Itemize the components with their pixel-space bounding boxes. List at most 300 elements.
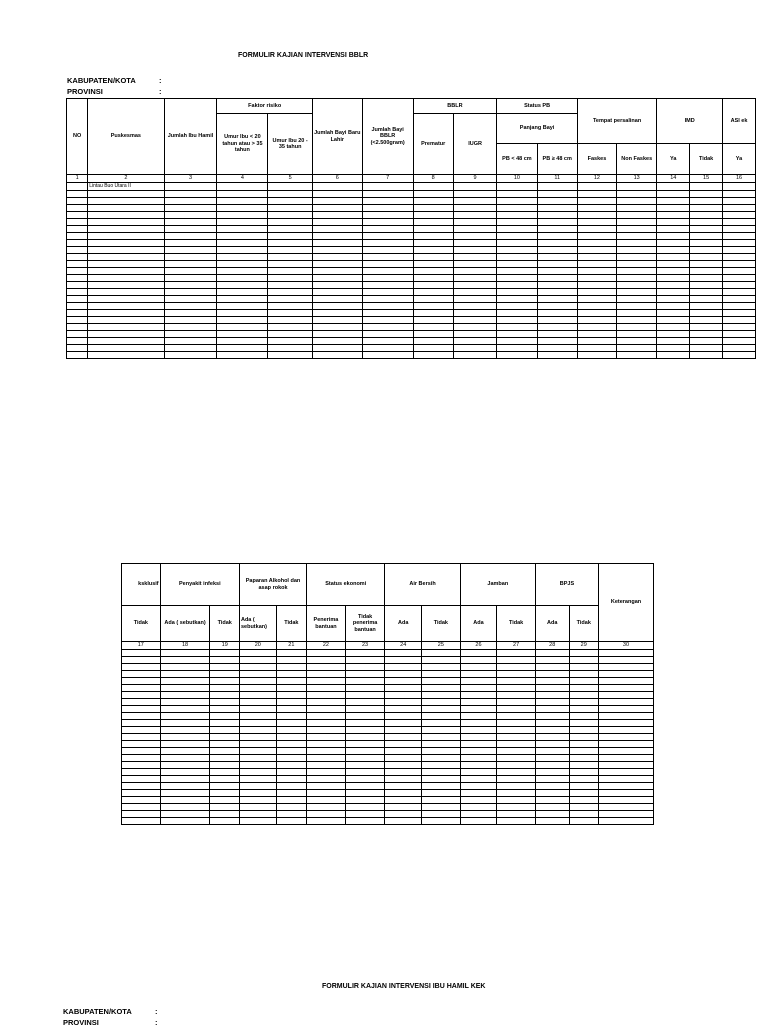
table-cell xyxy=(569,678,598,685)
table-cell xyxy=(497,720,536,727)
table-cell xyxy=(657,330,690,337)
column-number: 11 xyxy=(537,175,577,183)
puskesmas-cell: Lintau Buo Utara II xyxy=(88,183,164,191)
table-cell xyxy=(657,302,690,309)
table-cell xyxy=(690,204,723,211)
table-cell xyxy=(385,650,422,657)
table-cell xyxy=(362,302,413,309)
table-cell xyxy=(690,190,723,197)
table-row xyxy=(122,678,654,685)
table-cell xyxy=(312,344,362,351)
table-cell xyxy=(276,727,307,734)
table-cell xyxy=(617,239,657,246)
table-cell xyxy=(239,685,276,692)
table-cell xyxy=(160,755,210,762)
table-cell xyxy=(690,225,723,232)
table-cell xyxy=(307,713,346,720)
table-cell xyxy=(413,316,453,323)
table-cell xyxy=(67,281,88,288)
table-cell xyxy=(569,762,598,769)
table-cell xyxy=(577,351,616,358)
th-umur-lt20: Umur Ibu < 20 tahun atau > 35 tahun xyxy=(217,114,268,175)
table-row xyxy=(122,671,654,678)
table-cell xyxy=(598,699,653,706)
table-cell xyxy=(460,762,497,769)
table-cell xyxy=(690,288,723,295)
table-cell xyxy=(598,783,653,790)
form1-title: FORMULIR KAJIAN INTERVENSI BBLR xyxy=(238,52,369,59)
table-cell xyxy=(88,260,164,267)
table-row xyxy=(122,706,654,713)
table-cell xyxy=(460,811,497,818)
th-jumlah-ibu-hamil: Jumlah Ibu Hamil xyxy=(164,99,217,175)
table-row xyxy=(122,734,654,741)
table-cell xyxy=(453,253,496,260)
table-cell xyxy=(312,204,362,211)
table-cell xyxy=(312,253,362,260)
table-cell xyxy=(210,713,240,720)
table-cell xyxy=(569,755,598,762)
table-cell xyxy=(422,692,461,699)
table-cell xyxy=(617,288,657,295)
table-cell xyxy=(460,776,497,783)
table-cell xyxy=(164,190,217,197)
table-cell xyxy=(690,260,723,267)
table-cell xyxy=(362,267,413,274)
table-cell xyxy=(239,741,276,748)
table-cell xyxy=(617,281,657,288)
table-cell xyxy=(122,678,161,685)
table-row xyxy=(67,309,756,316)
table-cell xyxy=(617,274,657,281)
table-cell xyxy=(312,274,362,281)
table-cell xyxy=(385,678,422,685)
th-prematur: Prematur xyxy=(413,114,453,175)
table-cell xyxy=(569,783,598,790)
table-cell xyxy=(345,804,385,811)
table-cell xyxy=(307,678,346,685)
column-number: 5 xyxy=(268,175,313,183)
table-cell xyxy=(657,246,690,253)
table-cell xyxy=(422,650,461,657)
table-cell xyxy=(617,225,657,232)
table-cell xyxy=(422,790,461,797)
table-cell xyxy=(160,678,210,685)
th-imd-tidak: Tidak xyxy=(690,144,723,175)
table-cell xyxy=(657,267,690,274)
table-cell xyxy=(88,253,164,260)
table-cell xyxy=(164,246,217,253)
table-cell xyxy=(164,351,217,358)
table-cell xyxy=(690,211,723,218)
table-cell xyxy=(312,225,362,232)
table-cell xyxy=(577,204,616,211)
table-cell xyxy=(657,190,690,197)
table-cell xyxy=(385,699,422,706)
table-cell xyxy=(307,685,346,692)
table-cell xyxy=(460,657,497,664)
table-cell xyxy=(160,797,210,804)
table-cell xyxy=(160,734,210,741)
table-cell xyxy=(723,197,756,204)
table-cell xyxy=(239,811,276,818)
table-cell xyxy=(88,239,164,246)
table-cell xyxy=(88,309,164,316)
table-cell xyxy=(535,762,569,769)
table-cell xyxy=(577,246,616,253)
table-cell xyxy=(164,267,217,274)
table-cell xyxy=(577,218,616,225)
table-row xyxy=(122,692,654,699)
table-cell xyxy=(413,225,453,232)
th-air-ada: Ada xyxy=(385,606,422,642)
table-cell xyxy=(422,727,461,734)
table-cell xyxy=(217,267,268,274)
table-cell xyxy=(122,790,161,797)
table-cell xyxy=(312,232,362,239)
table-cell xyxy=(598,657,653,664)
table-cell xyxy=(453,267,496,274)
table-cell xyxy=(598,818,653,825)
form3-kabupaten-label: KABUPATEN/KOTA xyxy=(63,1007,132,1016)
table-row xyxy=(67,323,756,330)
table-cell xyxy=(307,650,346,657)
table-cell xyxy=(362,281,413,288)
table-row xyxy=(122,664,654,671)
table-cell xyxy=(453,302,496,309)
table-cell xyxy=(210,804,240,811)
table-row xyxy=(67,211,756,218)
table-cell xyxy=(88,295,164,302)
table-cell xyxy=(453,288,496,295)
table-cell xyxy=(164,337,217,344)
table-cell xyxy=(617,351,657,358)
table-cell xyxy=(497,741,536,748)
table-cell xyxy=(67,204,88,211)
table-row xyxy=(122,776,654,783)
table-cell xyxy=(268,337,313,344)
table-cell xyxy=(307,755,346,762)
th-faktor-risiko: Faktor risiko xyxy=(217,99,312,114)
table-cell xyxy=(67,337,88,344)
table-cell xyxy=(217,232,268,239)
table-cell xyxy=(345,818,385,825)
table-cell xyxy=(453,316,496,323)
table-cell xyxy=(160,790,210,797)
th-infeksi-tidak: Tidak xyxy=(210,606,240,642)
table-cell xyxy=(239,713,276,720)
table-cell xyxy=(617,211,657,218)
table-cell xyxy=(210,685,240,692)
table-cell xyxy=(312,309,362,316)
table-cell xyxy=(88,337,164,344)
table-cell xyxy=(160,713,210,720)
table-cell xyxy=(345,790,385,797)
table-cell xyxy=(537,253,577,260)
table-cell xyxy=(537,274,577,281)
table-cell xyxy=(122,783,161,790)
table-cell xyxy=(617,190,657,197)
table-row xyxy=(122,713,654,720)
table-cell xyxy=(67,323,88,330)
th-imd-ya: Ya xyxy=(657,144,690,175)
table-cell xyxy=(460,818,497,825)
table-cell xyxy=(239,769,276,776)
table-cell xyxy=(497,330,537,337)
table-cell xyxy=(122,671,161,678)
table-cell xyxy=(268,344,313,351)
table-cell xyxy=(362,316,413,323)
table-cell xyxy=(723,309,756,316)
table-cell xyxy=(88,211,164,218)
table-cell xyxy=(217,274,268,281)
table-cell xyxy=(210,664,240,671)
table-cell xyxy=(239,727,276,734)
table-cell xyxy=(268,218,313,225)
th-no: NO xyxy=(67,99,88,175)
table-cell xyxy=(164,295,217,302)
table-cell xyxy=(453,218,496,225)
table-cell xyxy=(723,267,756,274)
table-cell xyxy=(122,769,161,776)
table-cell xyxy=(422,776,461,783)
table-cell xyxy=(497,246,537,253)
table-cell xyxy=(88,316,164,323)
table-cell xyxy=(598,671,653,678)
table-cell xyxy=(723,302,756,309)
table-cell xyxy=(460,741,497,748)
table-cell xyxy=(122,657,161,664)
table-row xyxy=(67,351,756,358)
table-cell xyxy=(276,748,307,755)
table-cell xyxy=(460,804,497,811)
table-cell xyxy=(67,232,88,239)
table-cell xyxy=(535,671,569,678)
table-cell xyxy=(598,692,653,699)
table-row xyxy=(67,267,756,274)
table-row xyxy=(67,330,756,337)
table-cell xyxy=(723,295,756,302)
table-cell xyxy=(460,692,497,699)
table-cell xyxy=(122,685,161,692)
table-cell xyxy=(497,671,536,678)
table-cell xyxy=(569,706,598,713)
table-cell xyxy=(453,204,496,211)
table-cell xyxy=(690,323,723,330)
table-cell xyxy=(690,197,723,204)
table-cell xyxy=(598,678,653,685)
table-cell xyxy=(598,720,653,727)
th-pb-lt48: PB < 48 cm xyxy=(497,144,537,175)
column-number: 7 xyxy=(362,175,413,183)
table-cell xyxy=(537,302,577,309)
th-asi-ya: Ya xyxy=(723,144,756,175)
table-cell xyxy=(537,309,577,316)
table-row xyxy=(122,685,654,692)
table-cell xyxy=(657,295,690,302)
table-cell xyxy=(345,720,385,727)
table-row xyxy=(122,811,654,818)
table-cell xyxy=(385,769,422,776)
table-cell xyxy=(598,762,653,769)
table-cell xyxy=(268,253,313,260)
table-cell xyxy=(67,218,88,225)
table-row xyxy=(122,657,654,664)
column-number: 22 xyxy=(307,642,346,650)
table-cell xyxy=(217,246,268,253)
table-cell xyxy=(569,769,598,776)
th-bpjs: BPJS xyxy=(535,564,598,606)
table-cell xyxy=(217,204,268,211)
table-cell xyxy=(577,190,616,197)
th-jumlah-bayi-lahir: Jumlah Bayi Baru Lahir xyxy=(312,99,362,175)
table-cell xyxy=(276,678,307,685)
table-cell xyxy=(345,734,385,741)
table-cell xyxy=(723,225,756,232)
th-jamban-tidak: Tidak xyxy=(497,606,536,642)
table-cell xyxy=(312,323,362,330)
table-cell xyxy=(164,316,217,323)
table-cell xyxy=(577,281,616,288)
table-cell xyxy=(657,197,690,204)
table-row xyxy=(67,344,756,351)
table-cell xyxy=(217,211,268,218)
table-cell xyxy=(569,748,598,755)
table-cell xyxy=(312,267,362,274)
form1-meta xyxy=(67,75,177,99)
table-cell xyxy=(217,197,268,204)
table-cell xyxy=(598,664,653,671)
table-cell xyxy=(690,267,723,274)
table-cell xyxy=(160,657,210,664)
table-cell xyxy=(577,211,616,218)
table-cell xyxy=(362,260,413,267)
th-penyakit-infeksi: Penyakit infeksi xyxy=(160,564,239,606)
table-cell xyxy=(276,650,307,657)
table-cell xyxy=(122,734,161,741)
table-cell xyxy=(362,323,413,330)
table-cell xyxy=(617,197,657,204)
table-cell xyxy=(307,797,346,804)
table-cell xyxy=(723,246,756,253)
table-cell xyxy=(497,804,536,811)
table-cell xyxy=(276,797,307,804)
table-cell xyxy=(497,225,537,232)
table-cell xyxy=(422,699,461,706)
column-number: 25 xyxy=(422,642,461,650)
table-cell xyxy=(723,344,756,351)
table-cell xyxy=(268,232,313,239)
table-cell xyxy=(413,330,453,337)
table-cell xyxy=(569,650,598,657)
th-umur-20-35: Umur Ibu 20 - 35 tahun xyxy=(268,114,313,175)
table-cell xyxy=(362,337,413,344)
table-cell xyxy=(210,706,240,713)
table-cell xyxy=(617,204,657,211)
table-cell xyxy=(537,211,577,218)
table-cell xyxy=(312,302,362,309)
table-cell xyxy=(497,664,536,671)
table-cell xyxy=(569,685,598,692)
th-faskes: Faskes xyxy=(577,144,616,175)
table-cell xyxy=(453,344,496,351)
column-number: 13 xyxy=(617,175,657,183)
table-cell xyxy=(690,274,723,281)
column-number: 3 xyxy=(164,175,217,183)
table-cell xyxy=(362,288,413,295)
table-cell xyxy=(460,685,497,692)
table-cell xyxy=(307,671,346,678)
table-cell xyxy=(497,253,537,260)
table-cell xyxy=(362,232,413,239)
table-cell xyxy=(690,218,723,225)
table-cell xyxy=(217,253,268,260)
table-cell xyxy=(577,316,616,323)
table-cell xyxy=(535,811,569,818)
table-cell xyxy=(67,330,88,337)
table-cell xyxy=(535,776,569,783)
table-cell xyxy=(307,811,346,818)
table-cell xyxy=(268,239,313,246)
table-cell xyxy=(239,755,276,762)
table-cell xyxy=(276,776,307,783)
table-cell xyxy=(535,706,569,713)
table-cell xyxy=(535,769,569,776)
table-cell xyxy=(307,769,346,776)
table-cell xyxy=(413,295,453,302)
table-cell xyxy=(307,762,346,769)
table-cell xyxy=(497,783,536,790)
th-air-bersih: Air Bersih xyxy=(385,564,460,606)
table-cell xyxy=(268,225,313,232)
table-cell xyxy=(617,295,657,302)
table-cell xyxy=(345,741,385,748)
table-row xyxy=(122,699,654,706)
table-cell xyxy=(598,713,653,720)
table-cell xyxy=(535,734,569,741)
table-row xyxy=(122,720,654,727)
table-cell xyxy=(217,309,268,316)
table-cell xyxy=(422,657,461,664)
table-cell xyxy=(497,344,537,351)
table-cell xyxy=(535,804,569,811)
table-cell xyxy=(164,253,217,260)
table-cell xyxy=(160,706,210,713)
table-cell xyxy=(385,664,422,671)
table-cell xyxy=(497,316,537,323)
table-cell xyxy=(497,204,537,211)
table-cell xyxy=(413,323,453,330)
table-cell xyxy=(276,811,307,818)
table-cell xyxy=(164,225,217,232)
table-cell xyxy=(577,302,616,309)
table-cell xyxy=(617,330,657,337)
table-row xyxy=(122,748,654,755)
table-cell xyxy=(657,218,690,225)
table-cell xyxy=(160,769,210,776)
table-cell xyxy=(239,664,276,671)
table-cell xyxy=(413,309,453,316)
table-cell xyxy=(268,316,313,323)
table-cell xyxy=(276,706,307,713)
table-cell xyxy=(497,776,536,783)
table-cell xyxy=(362,211,413,218)
table-cell xyxy=(268,197,313,204)
table-cell xyxy=(160,804,210,811)
table-cell xyxy=(164,330,217,337)
table-cell xyxy=(497,190,537,197)
table-cell xyxy=(312,330,362,337)
